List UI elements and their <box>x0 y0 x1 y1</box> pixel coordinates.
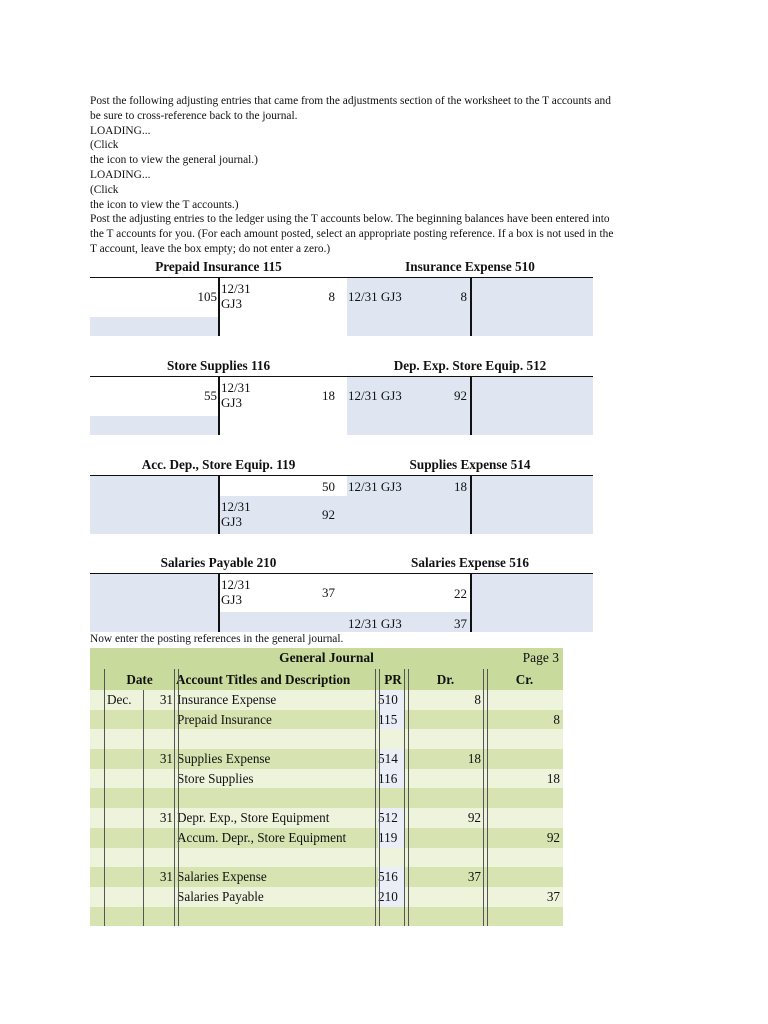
t-account-title: Prepaid Insurance 115 <box>90 257 347 278</box>
journal-day <box>144 828 173 848</box>
debit-amount[interactable]: 37 <box>454 616 467 631</box>
credit-amount[interactable]: 37 <box>322 585 335 600</box>
journal-pr-input[interactable]: 516 <box>378 867 404 887</box>
journal-account: Supplies Expense <box>177 751 271 767</box>
journal-day <box>144 729 173 749</box>
t-account-store-supplies <box>90 356 347 435</box>
journal-day <box>144 887 173 907</box>
journal-pr-input[interactable] <box>378 729 404 749</box>
t-account-dep-exp-store-equip <box>347 356 593 435</box>
journal-debit <box>408 769 481 789</box>
journal-pr-input[interactable]: 512 <box>378 808 404 828</box>
journal-pr-input[interactable]: 115 <box>378 710 404 730</box>
journal-debit <box>408 710 481 730</box>
journal-debit: 18 <box>467 751 481 767</box>
journal-account: Store Supplies <box>177 770 254 786</box>
journal-day: 31 <box>159 810 173 826</box>
journal-debit: 8 <box>474 692 481 707</box>
debit-posting-ref[interactable]: 12/31 GJ3 <box>348 388 402 403</box>
journal-credit <box>487 808 560 828</box>
journal-month <box>107 848 141 868</box>
instruction-line: Post the adjusting entries to the ledger using the T accounts below. The beginning balances have been entered into <box>90 213 610 226</box>
journal-day <box>144 848 173 868</box>
debit-amount[interactable]: 18 <box>454 479 467 494</box>
journal-day <box>144 710 173 730</box>
date-header: Date <box>126 672 153 687</box>
debit-balance: 55 <box>204 388 217 403</box>
journal-account: Depr. Exp., Store Equipment <box>177 810 330 826</box>
t-account-title: Acc. Dep., Store Equip. 119 <box>90 455 347 476</box>
journal-page: Page 3 <box>522 650 559 665</box>
journal-row <box>90 788 563 808</box>
journal-pr-input[interactable]: 510 <box>378 690 404 710</box>
t-account-insurance-expense <box>347 257 593 336</box>
instruction-line: (Click <box>90 183 119 196</box>
debit-amount[interactable]: 92 <box>454 388 467 403</box>
journal-pr-input[interactable] <box>378 848 404 868</box>
credit-posting-ref[interactable]: 12/31 GJ3 <box>221 380 251 410</box>
t-account-salaries-payable <box>90 553 347 632</box>
loading-text: LOADING... <box>90 124 151 137</box>
journal-month <box>107 907 141 927</box>
instruction-line: (Click <box>90 139 119 152</box>
journal-account: Accum. Depr., Store Equipment <box>177 829 347 845</box>
journal-debit: 92 <box>467 810 481 826</box>
journal-account <box>177 788 375 808</box>
journal-day <box>144 769 173 789</box>
general-journal <box>90 648 563 926</box>
debit-balance: 105 <box>197 289 217 304</box>
journal-credit <box>487 788 560 808</box>
t-account-title: Supplies Expense 514 <box>347 455 593 476</box>
instruction-line: the T accounts for you. (For each amount posted, select an appropriate posting reference. If a box is not used in the <box>90 228 614 241</box>
instruction-line: T account, leave the box empty; do not enter a zero.) <box>90 242 331 255</box>
journal-debit <box>408 848 481 868</box>
instructions <box>90 94 680 257</box>
loading-text: LOADING... <box>90 168 151 181</box>
journal-credit <box>487 907 560 927</box>
journal-month <box>107 788 141 808</box>
journal-row <box>90 710 563 730</box>
journal-account <box>177 729 375 749</box>
journal-month <box>107 749 141 769</box>
instruction-line: be sure to cross-reference back to the journal. <box>90 109 298 122</box>
journal-rows <box>90 669 563 926</box>
t-account-salaries-expense <box>347 553 593 632</box>
journal-account: Salaries Payable <box>177 888 264 904</box>
journal-day <box>144 788 173 808</box>
journal-debit <box>408 729 481 749</box>
debit-posting-ref[interactable]: 12/31 GJ3 <box>348 479 402 494</box>
journal-month: Dec. <box>107 692 132 707</box>
journal-credit: 18 <box>546 770 560 786</box>
journal-day <box>144 907 173 927</box>
credit-amount[interactable]: 18 <box>322 388 335 403</box>
journal-row <box>90 690 563 710</box>
credit-posting-ref[interactable]: 12/31 GJ3 <box>221 577 251 607</box>
journal-month <box>107 710 141 730</box>
journal-prompt: Now enter the posting references in the general journal. <box>90 633 344 645</box>
journal-credit <box>487 729 560 749</box>
journal-account: Salaries Expense <box>177 869 267 885</box>
credit-amount[interactable]: 92 <box>322 507 335 522</box>
journal-title-row <box>90 648 563 669</box>
journal-month <box>107 769 141 789</box>
journal-debit <box>408 828 481 848</box>
journal-month <box>107 808 141 828</box>
journal-account <box>177 848 375 868</box>
journal-day: 31 <box>159 869 173 885</box>
t-account-title: Salaries Expense 516 <box>347 553 593 574</box>
cr-header: Cr. <box>515 672 534 687</box>
journal-row <box>90 749 563 769</box>
journal-pr-input[interactable] <box>378 907 404 927</box>
journal-pr-input[interactable]: 119 <box>378 828 404 848</box>
credit-balance: 50 <box>322 479 335 494</box>
credit-amount[interactable]: 8 <box>328 289 335 304</box>
t-account-title: Insurance Expense 510 <box>347 257 593 278</box>
journal-debit <box>408 788 481 808</box>
journal-pr-input[interactable]: 514 <box>378 749 404 769</box>
journal-account <box>177 907 375 927</box>
debit-amount[interactable]: 8 <box>460 289 467 304</box>
credit-posting-ref[interactable]: 12/31 GJ3 <box>221 499 251 529</box>
journal-credit <box>487 848 560 868</box>
instruction-line: Post the following adjusting entries that came from the adjustments section of the worksheet to the T accounts and <box>90 95 611 107</box>
journal-month <box>107 828 141 848</box>
journal-credit: 37 <box>546 888 560 904</box>
debit-balance: 22 <box>454 586 467 601</box>
journal-header-row <box>90 669 563 690</box>
journal-day: 31 <box>159 692 173 707</box>
journal-credit: 92 <box>546 829 560 845</box>
journal-row <box>90 887 563 907</box>
journal-day: 31 <box>159 751 173 767</box>
journal-month <box>107 887 141 907</box>
journal-row <box>90 769 563 789</box>
journal-title: General Journal <box>279 650 374 665</box>
dr-header: Dr. <box>436 672 455 687</box>
journal-month <box>107 729 141 749</box>
journal-pr-input[interactable]: 116 <box>378 769 404 789</box>
journal-credit: 8 <box>553 711 560 727</box>
journal-pr-input[interactable]: 210 <box>378 887 404 907</box>
journal-account: Prepaid Insurance <box>177 711 272 727</box>
journal-credit <box>487 690 560 710</box>
t-account-prepaid-insurance <box>90 257 347 336</box>
journal-row <box>90 808 563 828</box>
journal-debit: 37 <box>467 869 481 885</box>
account-header: Account Titles and Description <box>176 672 351 687</box>
t-account-supplies-expense <box>347 455 593 534</box>
t-account-title: Salaries Payable 210 <box>90 553 347 574</box>
journal-month <box>107 867 141 887</box>
journal-debit <box>408 887 481 907</box>
t-account-title: Dep. Exp. Store Equip. 512 <box>347 356 593 377</box>
debit-posting-ref[interactable]: 12/31 GJ3 <box>348 616 402 631</box>
journal-credit <box>487 867 560 887</box>
view-journal-link[interactable]: the icon to view the general journal.) <box>90 154 258 167</box>
t-account-acc-dep-store-equip <box>90 455 347 534</box>
view-t-accounts-link[interactable]: the icon to view the T accounts.) <box>90 198 239 211</box>
pr-header: PR <box>384 672 402 687</box>
debit-posting-ref[interactable]: 12/31 GJ3 <box>348 289 402 304</box>
journal-row <box>90 867 563 887</box>
t-account-title: Store Supplies 116 <box>90 356 347 377</box>
journal-account: Insurance Expense <box>177 692 277 707</box>
journal-pr-input[interactable] <box>378 788 404 808</box>
journal-credit <box>487 749 560 769</box>
credit-posting-ref[interactable]: 12/31 GJ3 <box>221 281 251 311</box>
journal-debit <box>408 907 481 927</box>
journal-row <box>90 828 563 848</box>
journal-row <box>90 729 563 749</box>
journal-row <box>90 848 563 868</box>
journal-row <box>90 907 563 927</box>
